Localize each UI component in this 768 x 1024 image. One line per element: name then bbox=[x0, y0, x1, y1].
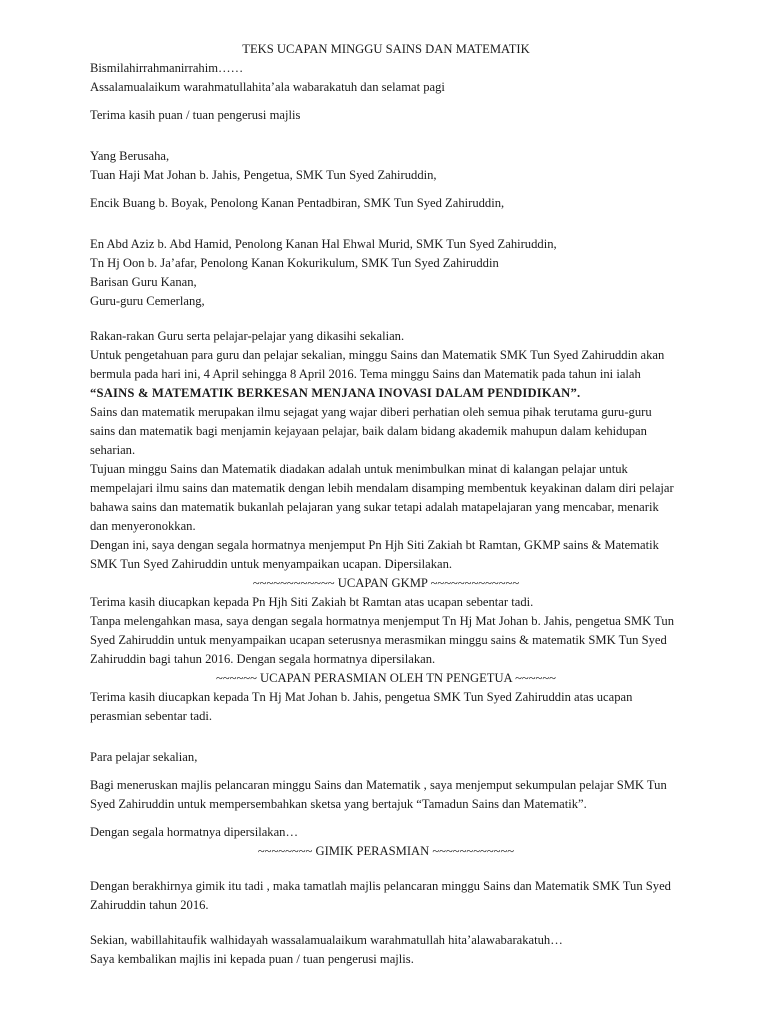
honorific-line: Tn Hj Oon b. Ja’afar, Penolong Kanan Kokurikulum, SMK Tun Syed Zahiruddin bbox=[90, 256, 499, 270]
invite-pengetua-line: Syed Zahiruddin untuk menyampaikan ucapan seterusnya merasmikan minggu sains & matematik SMK Tun Syed bbox=[90, 633, 667, 647]
closing-line: Sekian, wabillahitaufik walhidayah wassalamualaikum warahmatullah hita’alawabarakatuh… bbox=[90, 933, 563, 947]
para-pelajar-line: Para pelajar sekalian, bbox=[90, 750, 198, 764]
thanks-chair-line: Terima kasih puan / tuan pengerusi majlis bbox=[90, 108, 301, 122]
tujuan-line: mempelajari ilmu sains dan matematik dengan lebih mendalam disamping membentuk keyakinan dalam diri pelajar bbox=[90, 481, 674, 495]
salam-greeting: Assalamualaikum warahmatullahita’ala wabarakatuh dan selamat pagi bbox=[90, 80, 445, 94]
theme-line: “SAINS & MATEMATIK BERKESAN MENJANA INOVASI DALAM PENDIDIKAN”. bbox=[90, 386, 581, 400]
sains-line: seharian. bbox=[90, 443, 136, 457]
tamat-line: Dengan berakhirnya gimik itu tadi , maka tamatlah majlis pelancaran minggu Sains dan Matematik SMK Tun Syed bbox=[90, 879, 671, 893]
invite-pengetua-line: Tanpa melengahkan masa, saya dengan segala hormatnya menjemput Tn Hj Mat Johan b. Jahis, pengetua SMK Tun bbox=[90, 614, 675, 628]
thanks-pengetua-line: Terima kasih diucapkan kepada Tn Hj Mat Johan b. Jahis, pengetua SMK Tun Syed Zahiruddin atas ucapan bbox=[90, 690, 633, 704]
tujuan-line: bahawa sains dan matematik bukanlah pelajaran yang sukar tetapi adalah matapelajaran yang mencabar, menarik bbox=[90, 500, 659, 514]
tujuan-line: Tujuan minggu Sains dan Matematik diadakan adalah untuk menimbulkan minat di kalangan pelajar untuk bbox=[90, 462, 628, 476]
basmalah: Bismilahirrahmanirrahim…… bbox=[90, 61, 244, 75]
document-page bbox=[90, 40, 682, 969]
sketsa-line: Bagi meneruskan majlis pelancaran minggu Sains dan Matematik , saya menjemput sekumpulan pelajar SMK Tun bbox=[90, 778, 667, 792]
tamat-line: Zahiruddin tahun 2016. bbox=[90, 898, 209, 912]
sains-line: Sains dan matematik merupakan ilmu sejagat yang wajar diberi perhatian oleh semua pihak terutama guru-guru bbox=[90, 405, 652, 419]
invite-gkmp-line: SMK Tun Syed Zahiruddin untuk menyampaikan ucapan. Dipersilakan. bbox=[90, 557, 453, 571]
honorific-line: Yang Berusaha, bbox=[90, 149, 170, 163]
intro-line: bermula pada hari ini, 4 April sehingga 8 April 2016. Tema minggu Sains dan Matematik pada tahun ini ialah bbox=[90, 367, 641, 381]
sains-line: sains dan matematik bagi menjamin kejayaan pelajar, baik dalam bidang akademik mahupun dalam kehidupan bbox=[90, 424, 647, 438]
dipersilakan-line: Dengan segala hormatnya dipersilakan… bbox=[90, 825, 299, 839]
section-heading-gkmp: ~~~~~~~~~~~~ UCAPAN GKMP ~~~~~~~~~~~~~ bbox=[252, 576, 520, 590]
tujuan-line: dan menyeronokkan. bbox=[90, 519, 196, 533]
honorific-line: Encik Buang b. Boyak, Penolong Kanan Pentadbiran, SMK Tun Syed Zahiruddin, bbox=[90, 196, 505, 210]
closing-line: Saya kembalikan majlis ini kepada puan / tuan pengerusi majlis. bbox=[90, 952, 414, 966]
section-heading-gimik: ~~~~~~~~ GIMIK PERASMIAN ~~~~~~~~~~~~ bbox=[257, 844, 515, 858]
sketsa-line: Syed Zahiruddin untuk mempersembahkan sketsa yang bertajuk “Tamadun Sains dan Matematik”. bbox=[90, 797, 587, 811]
honorific-line: En Abd Aziz b. Abd Hamid, Penolong Kanan Hal Ehwal Murid, SMK Tun Syed Zahiruddin, bbox=[90, 237, 557, 251]
honorific-line: Guru-guru Cemerlang, bbox=[90, 294, 205, 308]
section-heading-perasmian: ~~~~~~ UCAPAN PERASMIAN OLEH TN PENGETUA ~~~~~~ bbox=[216, 671, 556, 685]
intro-line: Untuk pengetahuan para guru dan pelajar sekalian, minggu Sains dan Matematik SMK Tun Syed Zahiruddin akan bbox=[90, 348, 665, 362]
invite-pengetua-line: Zahiruddin bagi tahun 2016. Dengan segala hormatnya dipersilakan. bbox=[90, 652, 436, 666]
invite-gkmp-line: Dengan ini, saya dengan segala hormatnya menjemput Pn Hjh Siti Zakiah bt Ramtan, GKMP sains & Matematik bbox=[90, 538, 659, 552]
thanks-gkmp-line: Terima kasih diucapkan kepada Pn Hjh Siti Zakiah bt Ramtan atas ucapan sebentar tadi. bbox=[90, 595, 534, 609]
honorific-line: Barisan Guru Kanan, bbox=[90, 275, 197, 289]
thanks-pengetua-line: perasmian sebentar tadi. bbox=[90, 709, 213, 723]
document-title: TEKS UCAPAN MINGGU SAINS DAN MATEMATIK bbox=[242, 42, 530, 56]
rakan-line: Rakan-rakan Guru serta pelajar-pelajar yang dikasihi sekalian. bbox=[90, 329, 405, 343]
honorific-line: Tuan Haji Mat Johan b. Jahis, Pengetua, SMK Tun Syed Zahiruddin, bbox=[90, 168, 437, 182]
